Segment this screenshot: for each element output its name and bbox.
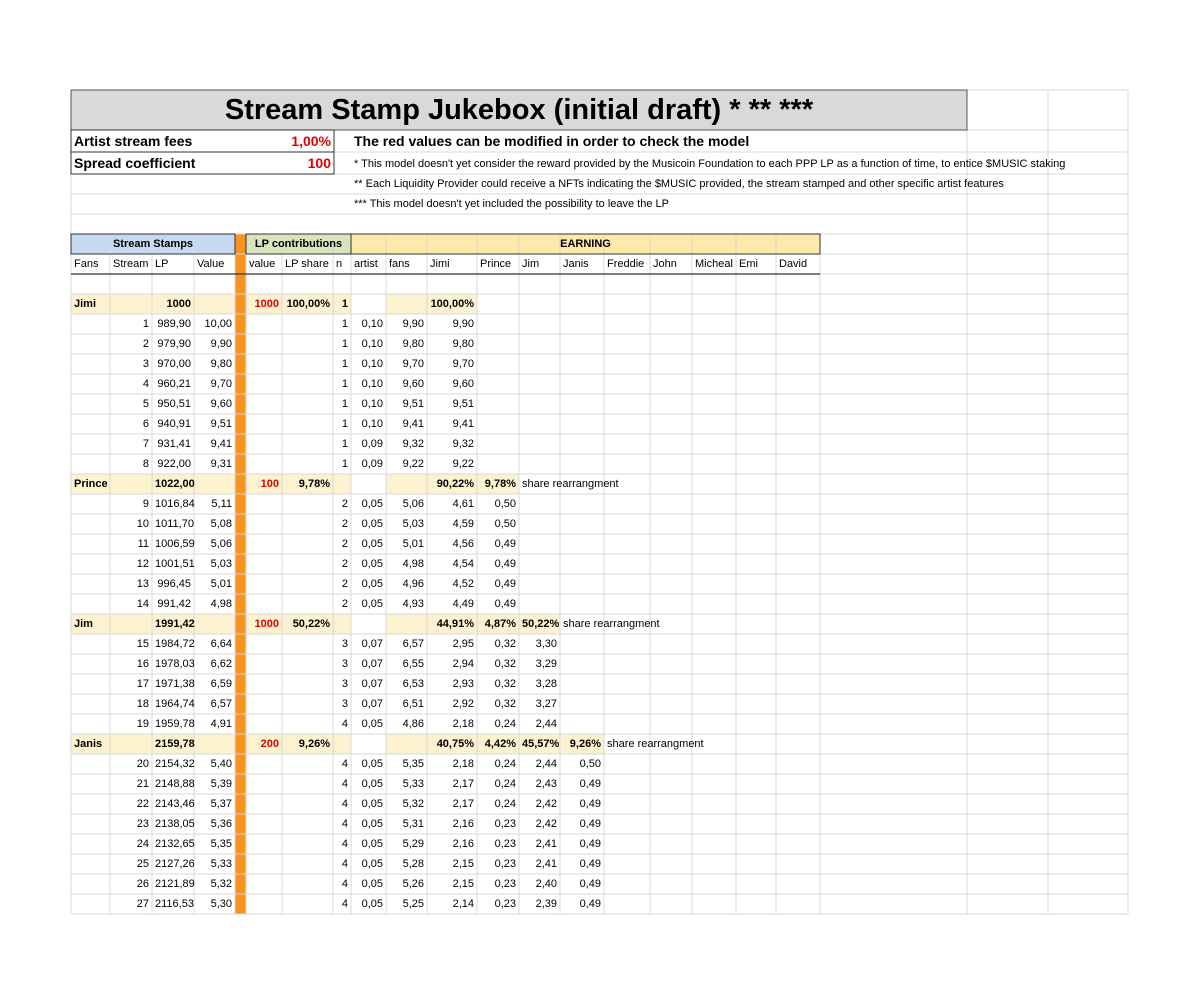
lp-earning[interactable]: 2,18 xyxy=(452,758,474,770)
lp-share[interactable]: 9,78% xyxy=(298,478,330,490)
stream-value[interactable]: 5,08 xyxy=(210,518,232,530)
column-header[interactable]: n xyxy=(336,258,343,270)
model-note-3[interactable]: *** This model doesn't yet included the possibility to leave the LP xyxy=(354,198,669,210)
lp-contribution-value[interactable]: 1000 xyxy=(254,618,279,630)
artist-earning[interactable]: 0,05 xyxy=(361,558,383,570)
lp-earning[interactable]: 0,32 xyxy=(494,658,516,670)
column-header[interactable]: Freddie xyxy=(607,258,645,270)
earning-share[interactable]: 4,87% xyxy=(484,618,516,630)
artist-earning[interactable]: 0,05 xyxy=(361,518,383,530)
stream-number[interactable]: 19 xyxy=(136,718,149,730)
lp-earning[interactable]: 0,49 xyxy=(579,838,601,850)
artist-earning[interactable]: 0,05 xyxy=(361,818,383,830)
fans-earning[interactable]: 9,51 xyxy=(402,398,424,410)
lp-value[interactable]: 991,42 xyxy=(157,598,191,610)
stream-number[interactable]: 23 xyxy=(136,818,149,830)
lp-earning[interactable]: 0,24 xyxy=(494,758,516,770)
lp-earning[interactable]: 3,28 xyxy=(535,678,557,690)
artist-earning[interactable]: 0,05 xyxy=(361,598,383,610)
stream-number[interactable]: 17 xyxy=(136,678,149,690)
stream-value[interactable]: 5,33 xyxy=(210,858,232,870)
lp-count[interactable]: 2 xyxy=(341,498,348,510)
param-label[interactable]: Spread coefficient xyxy=(74,155,196,171)
fans-earning[interactable]: 6,53 xyxy=(402,678,424,690)
lp-earning[interactable]: 0,23 xyxy=(494,898,516,910)
artist-earning[interactable]: 0,05 xyxy=(361,878,383,890)
lp-value[interactable]: 2121,89 xyxy=(155,878,195,890)
fans-earning[interactable]: 4,96 xyxy=(402,578,424,590)
artist-earning[interactable]: 0,07 xyxy=(361,698,383,710)
stream-number[interactable]: 9 xyxy=(142,498,149,510)
lp-earning[interactable]: 4,61 xyxy=(452,498,474,510)
fans-earning[interactable]: 4,98 xyxy=(402,558,424,570)
lp-earning[interactable]: 0,50 xyxy=(494,498,516,510)
stream-value[interactable]: 5,11 xyxy=(211,498,232,510)
lp-value[interactable]: 2116,53 xyxy=(155,898,194,910)
column-header[interactable]: Stream xyxy=(113,258,149,270)
lp-value[interactable]: 922,00 xyxy=(157,458,191,470)
earning-share[interactable]: 90,22% xyxy=(436,478,474,490)
artist-row-fill xyxy=(386,294,427,314)
lp-earning[interactable]: 2,17 xyxy=(452,798,474,810)
fans-earning[interactable]: 6,51 xyxy=(402,698,424,710)
lp-earning[interactable]: 0,24 xyxy=(494,718,516,730)
lp-earning[interactable]: 0,23 xyxy=(494,818,516,830)
lp-value[interactable]: 1971,38 xyxy=(155,678,195,690)
stream-value[interactable]: 9,41 xyxy=(210,438,232,450)
artist-earning[interactable]: 0,05 xyxy=(361,798,383,810)
fans-earning[interactable]: 9,32 xyxy=(402,438,424,450)
stream-number[interactable]: 15 xyxy=(136,638,149,650)
stream-value[interactable]: 5,35 xyxy=(210,838,232,850)
artist-earning[interactable]: 0,05 xyxy=(361,838,383,850)
column-header[interactable]: Value xyxy=(197,258,225,270)
artist-earning[interactable]: 0,05 xyxy=(361,758,383,770)
stream-value[interactable]: 5,37 xyxy=(210,798,232,810)
stream-number[interactable]: 22 xyxy=(136,798,149,810)
column-header[interactable]: Jimi xyxy=(430,258,450,270)
stream-value[interactable]: 9,70 xyxy=(210,378,232,390)
column-header[interactable]: John xyxy=(653,258,677,270)
stream-number[interactable]: 4 xyxy=(142,378,149,390)
lp-count[interactable]: 1 xyxy=(341,318,348,330)
lp-count[interactable]: 4 xyxy=(341,818,348,830)
lp-earning[interactable]: 4,56 xyxy=(452,538,474,550)
lp-earning[interactable]: 2,94 xyxy=(452,658,474,670)
fans-earning[interactable]: 5,25 xyxy=(402,898,424,910)
lp-count[interactable]: 1 xyxy=(341,358,348,370)
lp-count[interactable]: 2 xyxy=(341,578,348,590)
fans-earning[interactable]: 5,35 xyxy=(402,758,424,770)
lp-earning[interactable]: 0,49 xyxy=(494,558,516,570)
stream-number[interactable]: 21 xyxy=(136,778,149,790)
artist-row-fill xyxy=(386,474,427,494)
param-value[interactable]: 100 xyxy=(307,155,331,171)
lp-value[interactable]: 1016,84 xyxy=(155,498,195,510)
lp-value[interactable]: 1984,72 xyxy=(155,638,195,650)
lp-earning[interactable]: 0,49 xyxy=(579,878,601,890)
column-header[interactable]: Fans xyxy=(74,258,99,270)
artist-earning[interactable]: 0,05 xyxy=(361,718,383,730)
lp-earning[interactable]: 9,22 xyxy=(452,458,474,470)
fans-earning[interactable]: 5,03 xyxy=(402,518,424,530)
lp-earning[interactable]: 9,90 xyxy=(452,318,474,330)
column-header[interactable]: fans xyxy=(389,258,410,270)
lp-count[interactable]: 1 xyxy=(341,458,348,470)
lp-earning[interactable]: 2,17 xyxy=(452,778,474,790)
fans-earning[interactable]: 5,31 xyxy=(402,818,424,830)
artist-lp-total[interactable]: 1000 xyxy=(166,298,191,310)
lp-contribution-value[interactable]: 1000 xyxy=(254,298,279,310)
stream-number[interactable]: 16 xyxy=(136,658,149,670)
stream-number[interactable]: 13 xyxy=(136,578,149,590)
earning-share[interactable]: 44,91% xyxy=(436,618,474,630)
lp-value[interactable]: 960,21 xyxy=(157,378,191,390)
lp-earning[interactable]: 2,18 xyxy=(452,718,474,730)
earning-share[interactable]: 50,22% xyxy=(522,618,560,630)
stream-value[interactable]: 10,00 xyxy=(204,318,232,330)
fans-earning[interactable]: 6,55 xyxy=(402,658,424,670)
lp-count[interactable]: 1 xyxy=(341,418,348,430)
lp-earning[interactable]: 0,23 xyxy=(494,858,516,870)
stream-value[interactable]: 5,30 xyxy=(210,898,232,910)
lp-value[interactable]: 2148,88 xyxy=(155,778,195,790)
lp-count[interactable]: 1 xyxy=(341,298,348,310)
column-header[interactable]: Janis xyxy=(563,258,589,270)
artist-name[interactable]: Jim xyxy=(74,618,93,630)
fans-earning[interactable]: 5,33 xyxy=(402,778,424,790)
stream-number[interactable]: 26 xyxy=(136,878,149,890)
share-rearrangement-note[interactable]: share rearrangment xyxy=(607,738,704,750)
lp-earning[interactable]: 2,93 xyxy=(452,678,474,690)
lp-earning[interactable]: 0,49 xyxy=(494,578,516,590)
stream-number[interactable]: 3 xyxy=(142,358,149,370)
fans-earning[interactable]: 9,90 xyxy=(402,318,424,330)
lp-earning[interactable]: 0,49 xyxy=(494,598,516,610)
artist-earning[interactable]: 0,05 xyxy=(361,858,383,870)
stream-value[interactable]: 5,36 xyxy=(210,818,232,830)
stream-number[interactable]: 18 xyxy=(136,698,149,710)
lp-count[interactable]: 3 xyxy=(341,638,348,650)
stream-value[interactable]: 6,64 xyxy=(210,638,232,650)
fans-earning[interactable]: 9,70 xyxy=(402,358,424,370)
stream-value[interactable]: 4,91 xyxy=(210,718,232,730)
lp-earning[interactable]: 2,14 xyxy=(452,898,474,910)
artist-name[interactable]: Jimi xyxy=(74,298,97,310)
lp-value[interactable]: 2132,65 xyxy=(155,838,195,850)
lp-contributions-header[interactable]: LP contributions xyxy=(254,238,343,250)
lp-count[interactable]: 1 xyxy=(341,378,348,390)
lp-earning[interactable]: 0,24 xyxy=(494,778,516,790)
share-rearrangement-note[interactable]: share rearrangment xyxy=(563,618,660,630)
artist-lp-total[interactable]: 1991,42 xyxy=(155,618,195,630)
lp-value[interactable]: 2127,26 xyxy=(155,858,195,870)
lp-value[interactable]: 931,41 xyxy=(157,438,191,450)
lp-earning[interactable]: 3,30 xyxy=(535,638,557,650)
lp-earning[interactable]: 2,39 xyxy=(535,898,557,910)
fans-earning[interactable]: 4,93 xyxy=(402,598,424,610)
lp-earning[interactable]: 2,16 xyxy=(452,818,474,830)
lp-count[interactable]: 1 xyxy=(341,438,348,450)
earning-share[interactable]: 40,75% xyxy=(436,738,474,750)
model-note-1[interactable]: * This model doesn't yet consider the reward provided by the Musicoin Foundation to each PPP LP as a function of time, to entice $MUSIC staking xyxy=(354,158,1066,170)
lp-earning[interactable]: 3,27 xyxy=(535,698,557,710)
artist-earning[interactable]: 0,07 xyxy=(361,678,383,690)
column-header[interactable]: Prince xyxy=(480,258,512,270)
lp-earning[interactable]: 4,52 xyxy=(452,578,474,590)
stream-number[interactable]: 1 xyxy=(142,318,149,330)
stream-value[interactable]: 9,80 xyxy=(210,358,232,370)
lp-earning[interactable]: 0,32 xyxy=(494,698,516,710)
stream-value[interactable]: 5,39 xyxy=(210,778,232,790)
lp-count[interactable]: 1 xyxy=(341,338,348,350)
lp-share[interactable]: 100,00% xyxy=(286,298,330,310)
lp-earning[interactable]: 0,49 xyxy=(579,798,601,810)
stream-value[interactable]: 5,32 xyxy=(210,878,232,890)
lp-earning[interactable]: 0,32 xyxy=(494,638,516,650)
param-label[interactable]: Artist stream fees xyxy=(74,133,193,149)
stream-number[interactable]: 20 xyxy=(136,758,149,770)
artist-earning[interactable]: 0,10 xyxy=(361,358,383,370)
lp-earning[interactable]: 3,29 xyxy=(535,658,557,670)
lp-count[interactable]: 4 xyxy=(341,758,348,770)
fans-earning[interactable]: 9,41 xyxy=(402,418,424,430)
stream-number[interactable]: 14 xyxy=(136,598,149,610)
lp-earning[interactable]: 0,49 xyxy=(494,538,516,550)
lp-earning[interactable]: 4,54 xyxy=(452,558,474,570)
lp-earning[interactable]: 9,32 xyxy=(452,438,474,450)
lp-earning[interactable]: 2,92 xyxy=(452,698,474,710)
lp-earning[interactable]: 0,23 xyxy=(494,878,516,890)
lp-earning[interactable]: 2,41 xyxy=(535,858,557,870)
lp-earning[interactable]: 0,49 xyxy=(579,898,601,910)
model-note-2[interactable]: ** Each Liquidity Provider could receive a NFTs indicating the $MUSIC provided, the stream stamped and other specific artist features xyxy=(354,178,1004,190)
lp-value[interactable]: 2138,05 xyxy=(155,818,195,830)
lp-earning[interactable]: 2,41 xyxy=(535,838,557,850)
lp-earning[interactable]: 9,80 xyxy=(452,338,474,350)
stream-number[interactable]: 8 xyxy=(142,458,149,470)
artist-earning[interactable]: 0,05 xyxy=(361,538,383,550)
fans-earning[interactable]: 5,06 xyxy=(402,498,424,510)
lp-value[interactable]: 950,51 xyxy=(157,398,191,410)
lp-earning[interactable]: 2,15 xyxy=(452,878,474,890)
lp-earning[interactable]: 0,24 xyxy=(494,798,516,810)
column-header[interactable]: artist xyxy=(354,258,378,270)
stream-value[interactable]: 9,51 xyxy=(210,418,232,430)
stream-value[interactable]: 5,06 xyxy=(210,538,232,550)
stream-number[interactable]: 2 xyxy=(142,338,149,350)
fans-earning[interactable]: 9,22 xyxy=(402,458,424,470)
artist-earning[interactable]: 0,05 xyxy=(361,898,383,910)
lp-count[interactable]: 3 xyxy=(341,698,348,710)
artist-name[interactable]: Janis xyxy=(74,738,103,750)
stream-number[interactable]: 7 xyxy=(142,438,149,450)
column-header[interactable]: LP share xyxy=(285,258,329,270)
artist-name[interactable]: Prince xyxy=(74,478,108,490)
lp-value[interactable]: 1964,74 xyxy=(155,698,195,710)
earning-share[interactable]: 9,26% xyxy=(569,738,601,750)
lp-earning[interactable]: 2,42 xyxy=(535,818,557,830)
lp-earning[interactable]: 9,70 xyxy=(452,358,474,370)
lp-count[interactable]: 1 xyxy=(341,398,348,410)
share-rearrangement-note[interactable]: share rearrangment xyxy=(522,478,619,490)
lp-earning[interactable]: 2,43 xyxy=(535,778,557,790)
stream-value[interactable]: 6,57 xyxy=(210,698,232,710)
artist-earning[interactable]: 0,07 xyxy=(361,658,383,670)
fans-earning[interactable]: 6,57 xyxy=(402,638,424,650)
lp-count[interactable]: 4 xyxy=(341,718,348,730)
stream-value[interactable]: 5,03 xyxy=(210,558,232,570)
lp-earning[interactable]: 2,15 xyxy=(452,858,474,870)
fans-earning[interactable]: 5,29 xyxy=(402,838,424,850)
lp-value[interactable]: 970,00 xyxy=(157,358,191,370)
lp-earning[interactable]: 0,23 xyxy=(494,838,516,850)
artist-earning[interactable]: 0,05 xyxy=(361,578,383,590)
stream-number[interactable]: 12 xyxy=(136,558,149,570)
lp-earning[interactable]: 2,44 xyxy=(535,718,557,730)
lp-count[interactable]: 2 xyxy=(341,538,348,550)
earning-share[interactable]: 4,42% xyxy=(484,738,516,750)
lp-value[interactable]: 1006,59 xyxy=(155,538,195,550)
stream-value[interactable]: 6,62 xyxy=(210,658,232,670)
stream-number[interactable]: 24 xyxy=(136,838,149,850)
lp-value[interactable]: 989,90 xyxy=(157,318,191,330)
fans-earning[interactable]: 5,28 xyxy=(402,858,424,870)
stream-value[interactable]: 5,01 xyxy=(210,578,232,590)
artist-earning[interactable]: 0,09 xyxy=(361,438,383,450)
earning-share[interactable]: 9,78% xyxy=(484,478,516,490)
stream-number[interactable]: 27 xyxy=(136,898,149,910)
lp-contribution-value[interactable]: 100 xyxy=(260,478,279,490)
lp-share[interactable]: 9,26% xyxy=(298,738,330,750)
fans-earning[interactable]: 5,01 xyxy=(402,538,424,550)
lp-value[interactable]: 1978,03 xyxy=(155,658,195,670)
model-note-main[interactable]: The red values can be modified in order to check the model xyxy=(354,133,750,149)
lp-earning[interactable]: 0,50 xyxy=(494,518,516,530)
lp-count[interactable]: 4 xyxy=(341,858,348,870)
lp-count[interactable]: 4 xyxy=(341,838,348,850)
lp-contribution-value[interactable]: 200 xyxy=(260,738,279,750)
artist-earning[interactable]: 0,07 xyxy=(361,638,383,650)
stream-value[interactable]: 4,98 xyxy=(210,598,232,610)
artist-earning[interactable]: 0,10 xyxy=(361,378,383,390)
lp-earning[interactable]: 9,60 xyxy=(452,378,474,390)
lp-count[interactable]: 4 xyxy=(341,898,348,910)
artist-row-fill xyxy=(386,614,427,634)
column-header[interactable]: Emi xyxy=(739,258,758,270)
lp-value[interactable]: 1011,70 xyxy=(155,518,194,530)
artist-earning[interactable]: 0,10 xyxy=(361,418,383,430)
stream-number[interactable]: 25 xyxy=(136,858,149,870)
fans-earning[interactable]: 9,60 xyxy=(402,378,424,390)
artist-earning[interactable]: 0,10 xyxy=(361,338,383,350)
fans-earning[interactable]: 9,80 xyxy=(402,338,424,350)
lp-earning[interactable]: 4,49 xyxy=(452,598,474,610)
page-title[interactable]: Stream Stamp Jukebox (initial draft) * ** *** xyxy=(224,94,814,126)
lp-earning[interactable]: 2,95 xyxy=(452,638,474,650)
lp-earning[interactable]: 4,59 xyxy=(452,518,474,530)
stream-value[interactable]: 5,40 xyxy=(210,758,232,770)
fans-earning[interactable]: 5,32 xyxy=(402,798,424,810)
lp-earning[interactable]: 0,50 xyxy=(579,758,601,770)
artist-lp-total[interactable]: 2159,78 xyxy=(155,738,195,750)
artist-earning[interactable]: 0,09 xyxy=(361,458,383,470)
stream-stamps-header[interactable]: Stream Stamps xyxy=(112,238,194,250)
lp-earning[interactable]: 2,42 xyxy=(535,798,557,810)
lp-earning[interactable]: 0,49 xyxy=(579,858,601,870)
column-header[interactable]: LP xyxy=(155,258,169,270)
lp-value[interactable]: 2143,46 xyxy=(155,798,195,810)
stream-number[interactable]: 5 xyxy=(142,398,149,410)
lp-earning[interactable]: 2,16 xyxy=(452,838,474,850)
lp-count[interactable]: 4 xyxy=(341,778,348,790)
column-header[interactable]: David xyxy=(779,258,808,270)
lp-count[interactable]: 2 xyxy=(341,558,348,570)
lp-count[interactable]: 3 xyxy=(341,658,348,670)
stream-number[interactable]: 6 xyxy=(142,418,149,430)
stream-value[interactable]: 9,90 xyxy=(210,338,232,350)
lp-count[interactable]: 4 xyxy=(341,878,348,890)
stream-value[interactable]: 6,59 xyxy=(210,678,232,690)
lp-value[interactable]: 996,45 xyxy=(157,578,191,590)
column-header[interactable]: value xyxy=(249,258,276,270)
stream-value[interactable]: 9,31 xyxy=(210,458,232,470)
fans-earning[interactable]: 4,86 xyxy=(402,718,424,730)
stream-number[interactable]: 11 xyxy=(137,538,149,550)
artist-row-fill xyxy=(386,734,427,754)
lp-earning[interactable]: 9,51 xyxy=(452,398,474,410)
earning-share[interactable]: 45,57% xyxy=(522,738,560,750)
stream-value[interactable]: 9,60 xyxy=(210,398,232,410)
lp-earning[interactable]: 9,41 xyxy=(452,418,474,430)
lp-count[interactable]: 2 xyxy=(341,518,348,530)
lp-value[interactable]: 2154,32 xyxy=(155,758,195,770)
lp-share[interactable]: 50,22% xyxy=(292,618,330,630)
artist-lp-total[interactable]: 1022,00 xyxy=(155,478,195,490)
param-value[interactable]: 1,00% xyxy=(291,133,331,149)
lp-count[interactable]: 3 xyxy=(341,678,348,690)
lp-earning[interactable]: 2,44 xyxy=(535,758,557,770)
lp-earning[interactable]: 0,32 xyxy=(494,678,516,690)
lp-value[interactable]: 979,90 xyxy=(157,338,191,350)
artist-earning[interactable]: 0,10 xyxy=(361,318,383,330)
artist-earning[interactable]: 0,10 xyxy=(361,398,383,410)
stream-number[interactable]: 10 xyxy=(136,518,149,530)
earning-header[interactable]: EARNING xyxy=(560,238,611,250)
artist-earning[interactable]: 0,05 xyxy=(361,498,383,510)
earning-share[interactable]: 100,00% xyxy=(430,298,474,310)
lp-earning[interactable]: 0,49 xyxy=(579,818,601,830)
lp-value[interactable]: 1001,51 xyxy=(155,558,195,570)
artist-earning[interactable]: 0,05 xyxy=(361,778,383,790)
lp-value[interactable]: 940,91 xyxy=(157,418,191,430)
lp-earning[interactable]: 0,49 xyxy=(579,778,601,790)
lp-count[interactable]: 2 xyxy=(341,598,348,610)
fans-earning[interactable]: 5,26 xyxy=(402,878,424,890)
lp-count[interactable]: 4 xyxy=(341,798,348,810)
lp-earning[interactable]: 2,40 xyxy=(535,878,557,890)
lp-value[interactable]: 1959,78 xyxy=(155,718,195,730)
column-header[interactable]: Micheal xyxy=(695,258,733,270)
column-header[interactable]: Jim xyxy=(522,258,540,270)
